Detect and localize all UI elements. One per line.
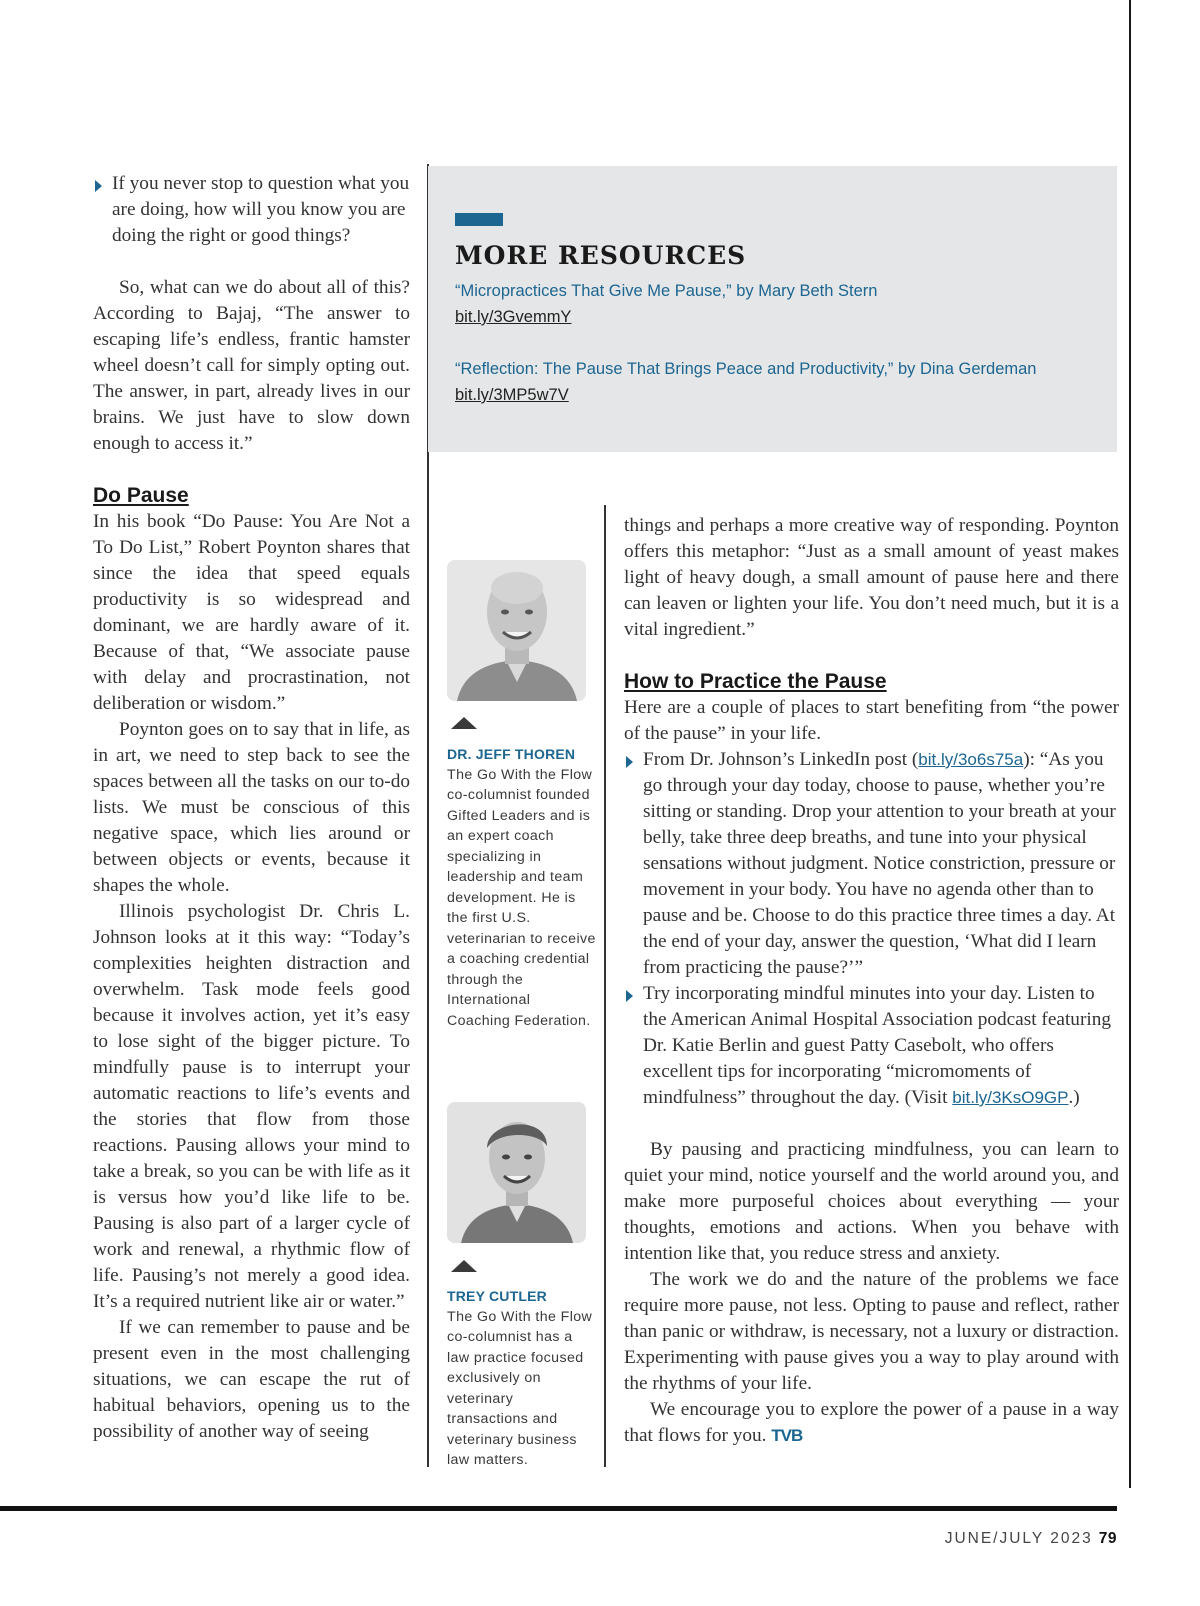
issue-date: JUNE/JULY 2023 bbox=[944, 1530, 1093, 1547]
paragraph-mindfulness: By pausing and practicing mindfulness, you can learn to quiet your mind, notice yourself and the world around you, and make more purposeful choices about everything — your thoughts, emotions and actions. When you behave with intention like that, you reduce stress and anxiety. bbox=[624, 1139, 1119, 1264]
bullet-question: If you never stop to question what you are doing, how will you know you are doing the right or good things? bbox=[93, 171, 410, 249]
paragraph-poynton: Poynton goes on to say that in life, as in art, we need to step back to see the spaces between all the tasks on our to-do lists. We must be conscious of this negative space, which lies around or between objects or events, because it shapes the whole. bbox=[93, 719, 410, 896]
column-divider bbox=[604, 505, 606, 1467]
page-edge-rule bbox=[1129, 0, 1131, 1488]
resource-item bbox=[455, 278, 1117, 330]
resource-link[interactable]: bit.ly/3MP5w7V bbox=[455, 386, 569, 404]
bullet-triangle-icon bbox=[95, 180, 102, 192]
bio-text: The Go With the Flow co-columnist has a law practice focused exclusively on veterinary transactions and veterinary business law matters. bbox=[447, 1308, 593, 1468]
linkedin-post-link[interactable]: bit.ly/3o6s75a bbox=[918, 750, 1024, 769]
resource-title: “Reflection: The Pause That Brings Peace and Productivity,” by Dina Gerdeman bbox=[455, 360, 1037, 378]
paragraph-johnson: Illinois psychologist Dr. Chris L. Johnson looks at it this way: “Today’s complexities heighten distraction and overwhelm. Task mode feels good because it involves action, yet it’s easy to lose sight of the bigger picture. To mindfully pause is to interrupt your automatic reactions to life’s events and the stories that flow from those reactions. Pausing allows your mind to take a break, so you can be with life as it is versus how you’d like life to be. Pausing is also part of a larger cycle of work and renewal, a rhythmic flow of life. Pausing’s not merely a good idea. It’s a required nutrient like air or water.” bbox=[93, 901, 410, 1312]
bio-text: The Go With the Flow co-columnist founded Gifted Leaders and is an expert coach specializing in leadership and team development. He is the first U.S. veterinarian to receive a coaching credential through the International Coaching Federation. bbox=[447, 766, 596, 1029]
bio-name: TREY CUTLER bbox=[447, 1288, 547, 1304]
bullet-triangle-icon bbox=[626, 756, 633, 768]
podcast-link[interactable]: bit.ly/3KsO9GP bbox=[952, 1088, 1069, 1107]
more-resources-box bbox=[428, 166, 1117, 452]
paragraph-intro: Here are a couple of places to start benefiting from “the power of the pause” in your life. bbox=[624, 697, 1119, 744]
bio-name: DR. JEFF THOREN bbox=[447, 746, 576, 762]
page-folio bbox=[945, 1530, 1117, 1548]
author-bio-trey-cutler bbox=[447, 1286, 597, 1471]
tvb-end-mark-icon: TVB bbox=[771, 1426, 803, 1445]
paragraph-so-what: So, what can we do about all of this? According to Bajaj, “The answer to escaping life’s endless, frantic hamster wheel doesn’t call for simply opting out. The answer, in part, already lives in our brains. We just have to slow down enough to access it.” bbox=[93, 277, 410, 454]
article-column-3 bbox=[624, 513, 1119, 1449]
bullet-linkedin: From Dr. Johnson’s LinkedIn post (bit.ly/3o6s75a): “As you go through your day today, choose to pause, whether you’re sitting or standing. Drop your attention to your breath at your belly, take three deep breaths, and tune into your physical sensations without judgment. Notice constriction, pressure or movement in your body. You have no agenda other than to pause and be. Choose to do this practice three times a day. At the end of your day, answer the question, ‘What did I learn from practicing the pause?’” bbox=[624, 747, 1119, 981]
paragraph-encourage: We encourage you to explore the power of a pause in a way that flows for you. TVB bbox=[624, 1399, 1119, 1446]
portrait-icon bbox=[447, 560, 586, 701]
author-bio-jeff-thoren bbox=[447, 744, 597, 1031]
paragraph-continue: things and perhaps a more creative way of responding. Poynton offers this metaphor: “Just as a small amount of yeast makes light of heavy dough, a small amount of pause here and there can leaven or lighten your life. You don’t need much, but it is a vital ingredient.” bbox=[624, 515, 1119, 640]
author-photo-jeff-thoren bbox=[447, 560, 586, 701]
author-photo-trey-cutler bbox=[447, 1102, 586, 1243]
article-column-1 bbox=[93, 171, 410, 1445]
caption-pointer-icon bbox=[451, 717, 477, 729]
paragraph-work: The work we do and the nature of the problems we face require more pause, not less. Opting to pause and reflect, rather than panic or withdraw, is necessary, not a luxury or distraction. Experimenting with pause gives you a way to play around with the rhythms of your life. bbox=[624, 1269, 1119, 1394]
resources-accent-bar bbox=[455, 213, 503, 226]
caption-pointer-icon bbox=[451, 1260, 477, 1272]
subhead-do-pause: Do Pause bbox=[93, 484, 189, 507]
paragraph-remember: If we can remember to pause and be present even in the most challenging situations, we can escape the rut of habitual behaviors, opening us to the possibility of another way of seeing bbox=[93, 1317, 410, 1442]
footer-rule bbox=[0, 1506, 1117, 1511]
portrait-icon bbox=[447, 1102, 586, 1243]
paragraph-book: In his book “Do Pause: You Are Not a To Do List,” Robert Poynton shares that since the idea that speed equals productivity is so widespread and dominant, we are hardly aware of it. Because of that, “We associate pause with delay and procrastination, not deliberation or wisdom.” bbox=[93, 511, 410, 714]
bullet-mindful-minutes: Try incorporating mindful minutes into your day. Listen to the American Animal Hospital Association podcast featuring Dr. Katie Berlin and guest Patty Casebolt, who offers excellent tips for incorporating “micromoments of mindfulness” throughout the day. (Visit bit.ly/3KsO9GP.) bbox=[624, 981, 1119, 1111]
page-number: 79 bbox=[1098, 1530, 1117, 1547]
resource-link[interactable]: bit.ly/3GvemmY bbox=[455, 308, 572, 326]
resources-title: MORE RESOURCES bbox=[455, 241, 747, 270]
subhead-practice-pause: How to Practice the Pause bbox=[624, 670, 887, 693]
resource-title: “Micropractices That Give Me Pause,” by Mary Beth Stern bbox=[455, 282, 878, 300]
bullet-triangle-icon bbox=[626, 990, 633, 1002]
resource-item bbox=[455, 356, 1117, 408]
